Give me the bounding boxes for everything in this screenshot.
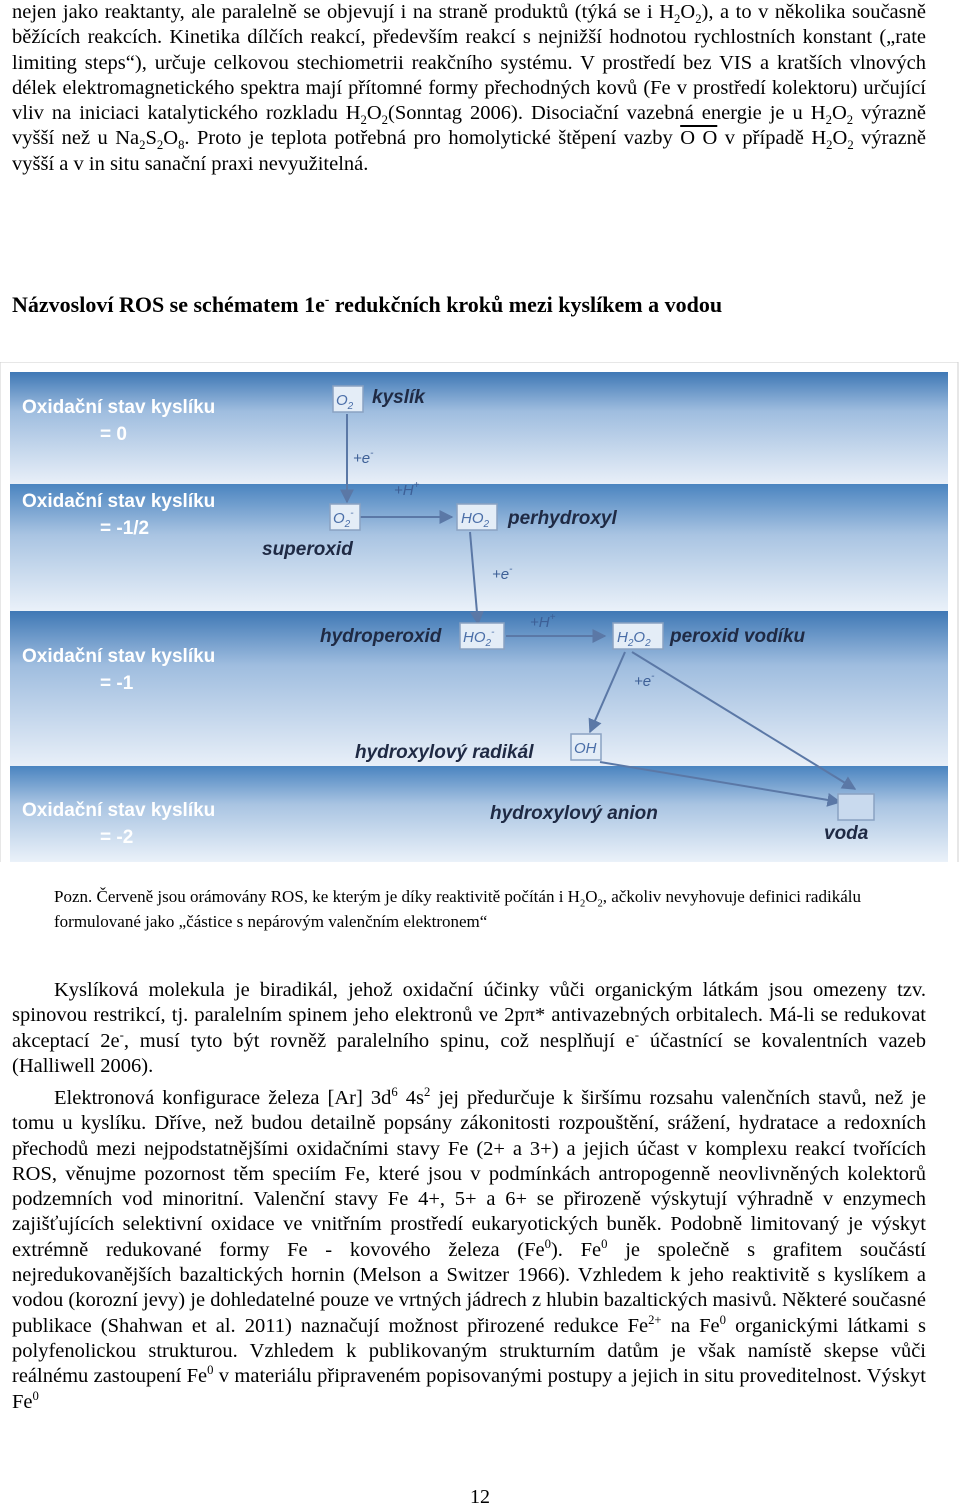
ros-diagram <box>0 362 960 862</box>
peroxide-formula: $H_2O_2$ <box>617 629 651 649</box>
page-number: 12 <box>470 1486 490 1508</box>
paragraph-oxygen: Kyslíková molekula je biradikál, jehož oxidační účinky vůči organickým látkám jsou omezeny tzv. spinovou restrikcí, tj. paralelním spinem jeho elektronů ve 2pπ* antivazebných orbitalech. Má-li se redukovat akceptací 2e-, musí tyto být rovněž paralelního spinu, což nesplňují e- účastnící se kovalentních vazeb (Halliwell 2006). <box>12 979 927 1077</box>
hydroperoxide-name: hydroperoxid <box>320 626 442 647</box>
step-h2: +H+ <box>530 612 556 631</box>
level-3-line1: Oxidační stav kyslíku <box>22 800 216 821</box>
hydroxyl-anion-name: hydroxylový anion <box>490 803 658 824</box>
hydroxyl-radical-name: hydroxylový radikál <box>355 742 534 763</box>
intro-paragraph: nejen jako reaktanty, ale paralelně se objevují i na straně produktů (týká se i $H_2O_2$), a to v několika současně běžících reakcích. Kinetika dílčích reakcí, především reakcí s nejnižší hodnotou rychlostních konstant („rate limiting steps“), určuje celkovou stechiometrii reakčního systému. V prostředí bez VIS a kratších vlnových délek elektromagnetického spektra mají přítomné formy přechodných kovů (Fe v prostředí kolektoru) určující vliv na iniciaci katalytického rozkladu $H_2O_2(Sonntag$ 2006). Disociační vazebná energie je u $H_2O_2$ výrazně vyšší než u $Na_2S_2O_8$. Proto je teplota potřebná pro homolytické štěpení vazby O O v případě $H_2O_2$ výrazně vyšší a v in situ sanační praxi nevyužitelná. <box>12 1 927 175</box>
o2-formula: $O_2$ <box>336 392 354 412</box>
band-ox0 <box>10 372 948 484</box>
perhydroxyl-name: perhydroxyl <box>508 508 617 529</box>
level-0-line2: = 0 <box>100 424 127 445</box>
hydroperoxide-formula: $HO_2^-$ <box>463 627 495 649</box>
figure-note: Pozn. Červeně jsou orámovány ROS, ke kterým je díky reaktivitě počítán i $H_2O_2$, ačkoliv nevyhovuje definici radikálu formulované jako „částice s nepárovým valenčním elektronem“ <box>54 887 861 931</box>
hydroxyl-formula: OH <box>574 740 597 757</box>
superoxide-formula: $O_2^-$ <box>333 508 354 530</box>
level-3-line2: = -2 <box>100 827 134 848</box>
step-h1: +H+ <box>394 480 420 499</box>
paragraph-iron: Elektronová konfigurace železa [Ar] $3d^6$ $4s^2$ jej předurčuje k širšímu rozsahu valenčních stavů, než je tomu u kyslíku. Dříve, než budou detailně popsány zákonitosti rozpouštění, srážení, hydratace a redoxních přechodů mezi nejpodstatnějšími oxidačními stavy Fe (2+ a 3+) a jejich účast v komplexu reakcí tvořících ROS, věnujme pozornost těm speciím Fe, které jsou v podmínkách antropogenně neovlivněných kolektorů podzemních vod minoritní. Valenční stavy Fe 4+, 5+ a 6+ se přirozeně výskytují výhradně v enzymech zajišťujících selektivní oxidace ve vnitřním prostředí eukaryotických buněk. Podobně limitovaný je výskyt extrémně redukované formy Fe - kovového železa (Fe$^0$). Fe$^0$ je společně s grafitem součástí nejredukovanějších bazaltických hornin (Melson a Switzer 1966). Vzhledem k jeho reaktivitě s kyslíkem a vodou (korozní jevy) je dohledatelné pouze ve vrtných jádrech z hlubin bazaltických masivů. Některé současné publikace (Shahwan et al. 2011) naznačují možnost přirozené redukce $Fe^{2+}$ na Fe$^0$ organickými látkami s polyfenolickou strukturou. Vzhledem k publikovaným strukturním datům je však namístě skepse vůči reálnému zastoupení Fe$^0$ v materiálu připraveném popisovanými postupy a jejich in situ proveditelnost. Výskyt Fe$^0$ <box>12 1085 927 1413</box>
perhydroxyl-formula: $HO_2$ <box>461 510 490 530</box>
water-name: voda <box>824 823 869 844</box>
level-2-line2: = -1 <box>100 673 134 694</box>
step-e1: +e- <box>353 448 374 467</box>
level-0-line1: Oxidační stav kyslíku <box>22 397 216 418</box>
superoxide-name: superoxid <box>262 539 353 560</box>
level-1-line1: Oxidační stav kyslíku <box>22 491 216 512</box>
level-1-line2: = -1/2 <box>100 518 150 539</box>
step-e2: +e- <box>492 564 513 583</box>
o2-name: kyslík <box>372 387 425 408</box>
level-2-line1: Oxidační stav kyslíku <box>22 646 216 667</box>
section-heading: Názvosloví ROS se schématem 1e- redukčních kroků mezi kyslíkem a vodou <box>12 291 723 317</box>
water-box <box>838 794 874 820</box>
step-e3: +e- <box>634 671 655 690</box>
peroxide-name: peroxid vodíku <box>670 626 806 647</box>
